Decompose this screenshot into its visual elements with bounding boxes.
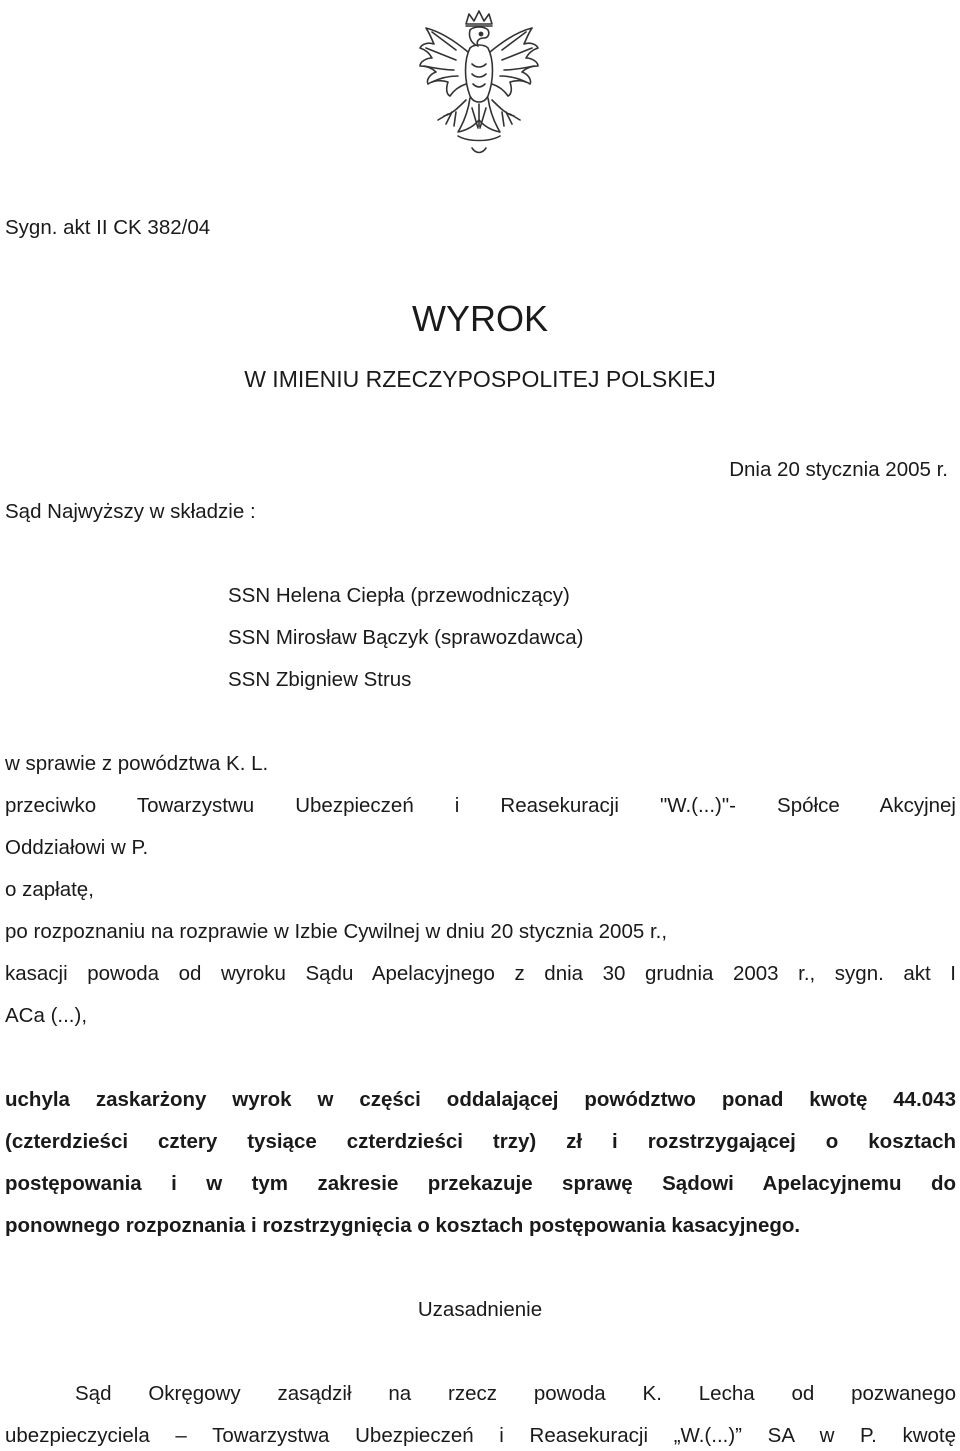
case-detail-line: po rozpoznaniu na rozprawie w Izbie Cywilnej w dniu 20 stycznia 2005 r.,	[5, 920, 668, 943]
case-detail-line: Oddziałowi w P.	[5, 836, 149, 859]
justification-line: Sąd Okręgowy zasądził na rzecz powoda K. Lecha od pozwanego	[75, 1382, 956, 1405]
case-detail-line: ACa (...),	[5, 1004, 88, 1027]
case-detail-line: przeciwko Towarzystwu Ubezpieczeń i Reasekuracji "W.(...)"- Spółce Akcyjnej	[5, 794, 956, 817]
case-detail-line: kasacji powoda od wyroku Sądu Apelacyjnego z dnia 30 grudnia 2003 r., sygn. akt I	[5, 962, 956, 985]
ruling-line: ponownego rozpoznania i rozstrzygnięcia o kosztach postępowania kasacyjnego.	[5, 1214, 801, 1237]
case-detail-line: w sprawie z powództwa K. L.	[5, 752, 269, 775]
panel-member: SSN Mirosław Bączyk (sprawozdawca)	[228, 626, 584, 649]
panel-member: SSN Zbigniew Strus	[228, 668, 412, 691]
panel-member: SSN Helena Ciepła (przewodniczący)	[228, 584, 570, 607]
court-composition-intro: Sąd Najwyższy w składzie :	[5, 500, 256, 523]
judgment-date: Dnia 20 stycznia 2005 r.	[729, 458, 948, 481]
ruling-line: uchyla zaskarżony wyrok w części oddalającej powództwo ponad kwotę 44.043	[5, 1088, 956, 1111]
ruling-line: (czterdzieści cztery tysiące czterdzieści trzy) zł i rozstrzygającej o kosztach	[5, 1130, 956, 1153]
document-title: WYROK	[411, 298, 548, 339]
case-number: Sygn. akt II CK 382/04	[5, 216, 211, 239]
document-subtitle: W IMIENIU RZECZYPOSPOLITEJ POLSKIEJ	[244, 366, 716, 392]
polish-eagle-emblem-icon	[412, 8, 547, 160]
case-detail-line: o zapłatę,	[5, 878, 94, 901]
ruling-line: postępowania i w tym zakresie przekazuje sprawę Sądowi Apelacyjnemu do	[5, 1172, 956, 1195]
justification-heading: Uzasadnienie	[417, 1298, 543, 1321]
justification-line: ubezpieczyciela – Towarzystwa Ubezpieczeń i Reasekuracji „W.(...)” SA w P. kwotę	[5, 1424, 956, 1447]
